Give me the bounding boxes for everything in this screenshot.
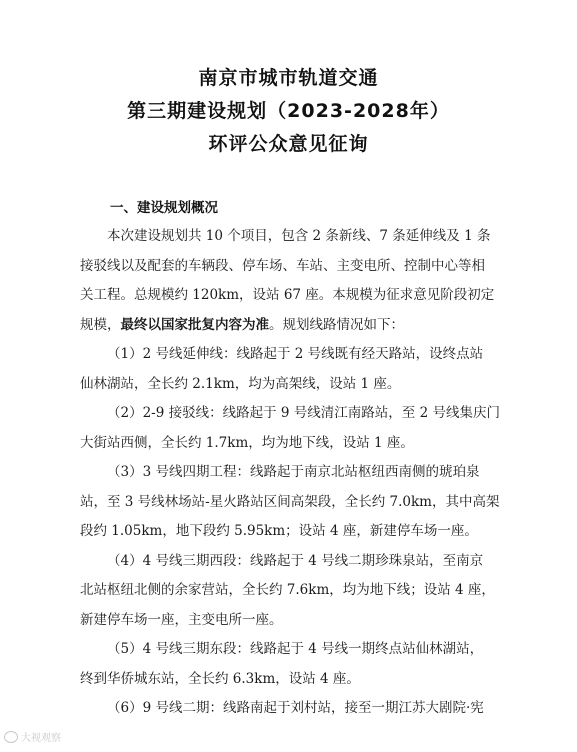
title-line-2: 第三期建设规划（2023-2028年）	[127, 100, 450, 122]
paragraph-line: 接驳线以及配套的车辆段、停车场、车站、主变电所、控制中心等相	[80, 257, 485, 274]
paragraph-line: （1）2 号线延伸线：线路起于 2 号线既有经天路站，设终点站	[107, 346, 484, 362]
plain-text: 。规划线路情况如下：	[269, 316, 404, 333]
watermark-text: 大视观察	[21, 733, 61, 744]
paragraph-line: 关工程。总规模约 120km，设站 67 座。本规模为征求意见阶段初定	[80, 287, 495, 303]
paragraph-line: 大街站西侧，全长约 1.7km，均为地下线，设站 1 座。	[80, 434, 414, 451]
watermark	[4, 729, 61, 744]
body-text	[80, 222, 520, 724]
title-line-3: 环评公众意见征询	[208, 133, 369, 155]
paragraph-line-mixed	[80, 311, 520, 341]
paragraph-line: 本次建设规划共 10 个项目，包含 2 条新线、7 条延伸线及 1 条	[107, 228, 491, 244]
paragraph-line: 终到华侨城东站，全长约 6.3km，设站 4 座。	[80, 670, 360, 687]
document-title	[0, 62, 577, 161]
plain-text: 规模，	[80, 316, 121, 333]
paragraph-line: 站，至 3 号线林场站-星火路站区间高架段，全长约 7.0km，其中高架	[80, 493, 500, 510]
paragraph-line: 北站枢纽北侧的余家营站，全长约 7.6km，均为地下线；设站 4 座，	[80, 582, 495, 598]
paragraph-line: （4）4 号线三期西段：线路起于 4 号线二期珍珠泉站，至南京	[107, 552, 484, 569]
paragraph-line: （6）9 号线二期：线路南起于刘村站，接至一期江苏大剧院·宪	[107, 700, 484, 716]
section-heading: 一、建设规划概况	[110, 200, 218, 216]
bold-emphasis-text: 最终以国家批复内容为准	[120, 316, 269, 333]
paragraph-line: 仙林湖站，全长约 2.1km，均为高架线，设站 1 座。	[80, 375, 401, 392]
title-line-1: 南京市城市轨道交通	[198, 67, 379, 89]
paragraph-line: 新建停车场一座，主变电所一座。	[80, 611, 283, 628]
paragraph-line: （2）2-9 接驳线：线路起于 9 号线清江南路站，至 2 号线集庆门	[107, 405, 500, 421]
paragraph-line: （5）4 号线三期东段：线路起于 4 号线一期终点站仙林湖站，	[107, 641, 484, 657]
paragraph-line: （3）3 号线四期工程：线路起于南京北站枢纽西南侧的琥珀泉	[107, 464, 480, 480]
paragraph-line: 段约 1.05km，地下段约 5.95km；设站 4 座，新建停车场一座。	[80, 523, 478, 539]
weibo-icon	[4, 731, 18, 743]
